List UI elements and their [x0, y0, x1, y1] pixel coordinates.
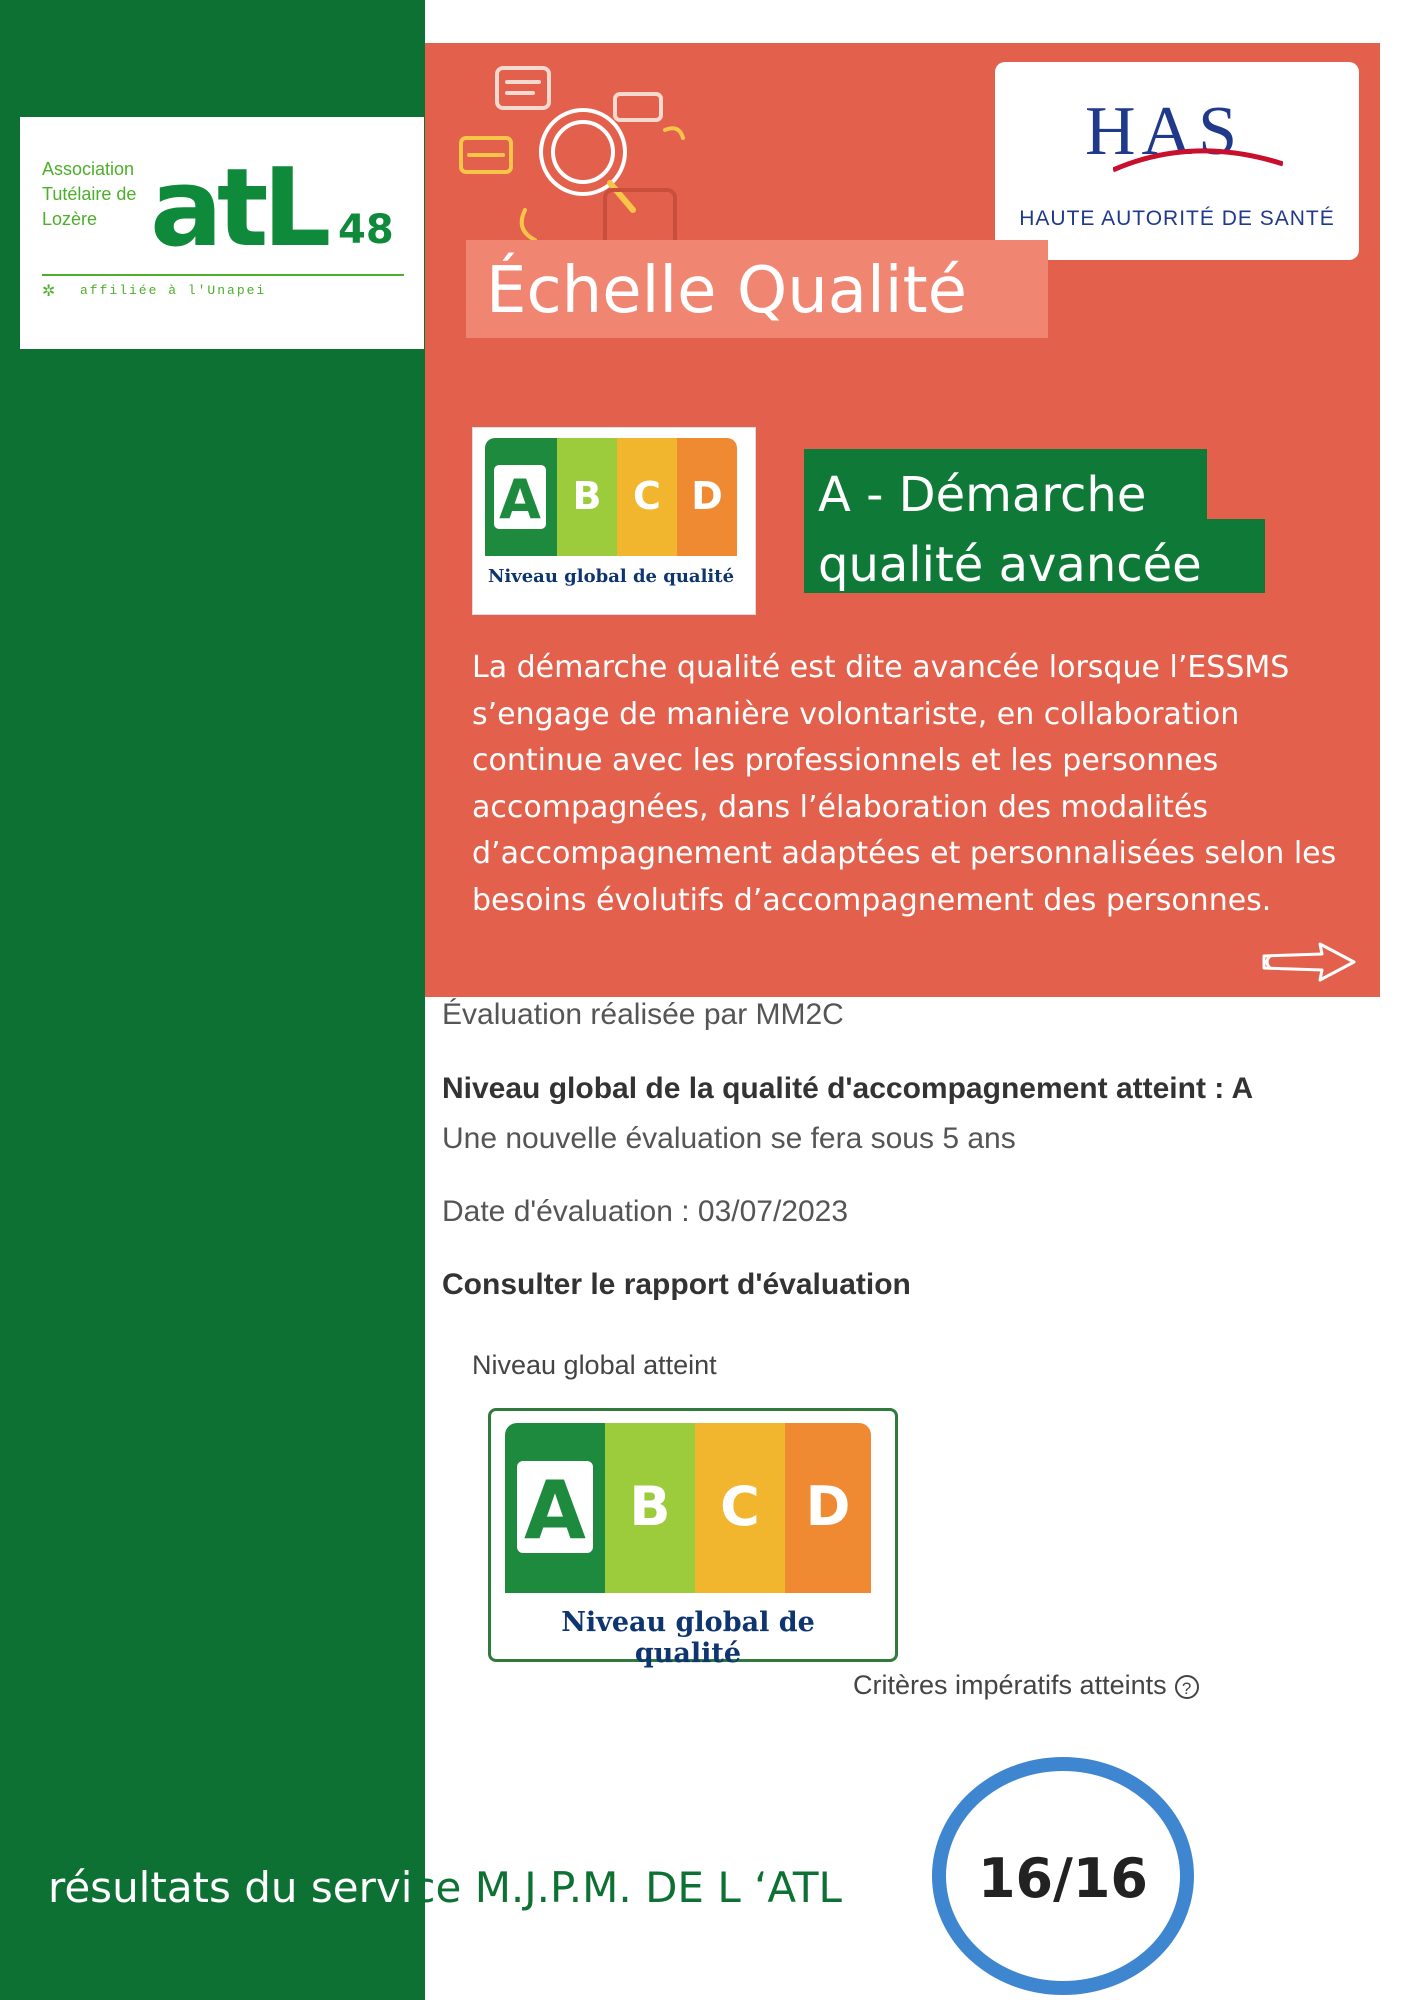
logo-number: 48 — [338, 207, 394, 253]
arrow-right-icon — [1260, 938, 1360, 986]
question-circle-icon[interactable]: ? — [1175, 1675, 1199, 1699]
logo-line-2: Tutélaire de — [42, 184, 137, 204]
badge-caption: Niveau global de qualité — [561, 1607, 815, 1669]
chat-search-icon — [455, 60, 715, 260]
atl48-logo — [20, 117, 424, 349]
level-heading: A - Démarche qualité avancée — [818, 467, 1202, 593]
has-subtitle: HAUTE AUTORITÉ DE SANTÉ — [1019, 207, 1335, 230]
letter-a: A — [491, 462, 549, 532]
has-acronym: HAS — [1085, 93, 1244, 170]
logo-line-3: Lozère — [42, 209, 98, 229]
unapei-icon: ✲ — [42, 281, 56, 300]
abcd-scale-large — [505, 1423, 881, 1669]
logo-divider — [42, 274, 404, 276]
letter-b: B — [572, 474, 602, 518]
logo-tagline: affiliée à l'Unapei — [80, 283, 267, 298]
letter-d: D — [805, 1475, 851, 1538]
rating-badge-small — [472, 427, 756, 615]
logo-association-text — [42, 157, 136, 232]
evaluation-by: Évaluation réalisée par MM2C — [442, 998, 844, 1031]
letter-c: C — [720, 1475, 760, 1538]
footer-caption — [48, 1858, 842, 1918]
letter-a: A — [513, 1457, 597, 1557]
global-level-label: Niveau global atteint — [472, 1350, 717, 1380]
level-reached: Niveau global de la qualité d'accompagnement atteint : A — [442, 1072, 1254, 1105]
letter-b: B — [629, 1475, 671, 1538]
rating-badge-large — [488, 1408, 898, 1669]
abcd-scale — [485, 438, 743, 604]
footer-part-2: ce M.J.P.M. DE L ‘ATL — [412, 1863, 842, 1912]
has-swoosh-icon — [1113, 140, 1283, 180]
score-ring — [932, 1757, 1194, 1995]
criteria-label — [853, 1670, 1199, 1701]
has-logo — [995, 62, 1359, 260]
letter-c: C — [633, 474, 661, 518]
score-value: 16/16 — [977, 1847, 1148, 1910]
letter-d: D — [691, 474, 723, 518]
next-evaluation: Une nouvelle évaluation se fera sous 5 ans — [442, 1122, 1016, 1155]
criteria-text: Critères impératifs atteints — [853, 1670, 1167, 1700]
page-title: Échelle Qualité — [486, 254, 968, 328]
badge-caption: Niveau global de qualité — [487, 566, 735, 587]
consult-report-link[interactable]: Consulter le rapport d'évaluation — [442, 1268, 911, 1301]
evaluation-date: Date d'évaluation : 03/07/2023 — [442, 1195, 849, 1228]
footer-part-1: résultats du servi — [48, 1863, 413, 1912]
level-description: La démarche qualité est dite avancée lorsque l’ESSMS s’engage de manière volontariste, en collaboration continue avec les professionnels et les personnes accompagnées, dans l’élaboration des modalités d’accompagnement adaptées et personnalisées selon les besoins évolutifs d’accompagnement des personnes. — [472, 650, 1337, 918]
logo-line-1: Association — [42, 159, 135, 179]
logo-mark: atL — [150, 146, 326, 271]
